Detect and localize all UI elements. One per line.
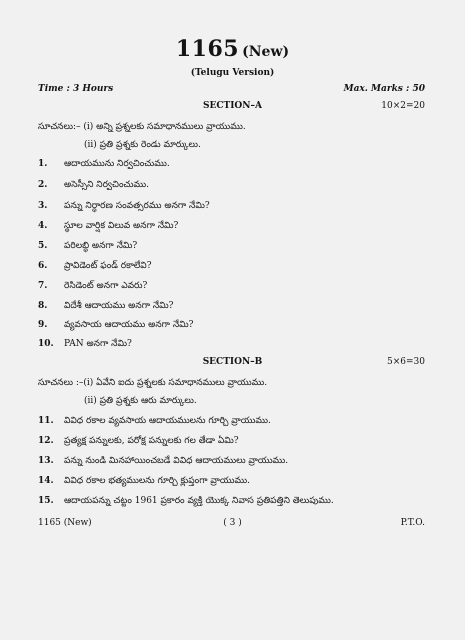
question-number: 11. (38, 416, 54, 426)
page-number: ( 3 ) (223, 518, 242, 528)
question-text: ఆదాయపన్ను చట్టం 1961 ప్రకారం వ్యక్తి యొక్క నివాస ప్రతిపత్తిని తెలుపుము. (64, 496, 334, 506)
question-number: 4. (38, 221, 48, 231)
section-a-marks: 10×2=20 (381, 101, 425, 111)
section-a-note-2: (ii) ప్రతి ప్రశ్నకు రెండు మార్కులు. (84, 140, 201, 150)
question-number: 1. (38, 159, 48, 169)
question-text: ఆదాయమును నిర్వచించుము. (64, 159, 170, 169)
question-text: ప్రావిడెంట్ ఫండ్ రకాలేవి? (64, 261, 152, 271)
question-number: 10. (38, 339, 54, 349)
question-text: వివిధ రకాల భత్యములను గూర్చి క్లుప్తంగా వ్రాయుము. (64, 476, 251, 486)
question-number: 12. (38, 436, 54, 446)
max-marks-label: Max. Marks : 50 (343, 84, 425, 94)
question-number: 13. (38, 456, 54, 466)
section-a-title: SECTION–A (203, 101, 262, 111)
question-number: 7. (38, 281, 48, 291)
section-b-note-1: సూచనలు :–(i) ఏవేని ఐదు ప్రశ్నలకు సమాధానములు వ్రాయుము. (38, 378, 268, 388)
question-text: రెసిడెంట్ అనగా ఎవరు? (64, 281, 148, 291)
question-text: ప్రత్యక్ష పన్నులకు, పరోక్ష పన్నులకు గల తేడా ఏమి? (64, 436, 239, 446)
question-number: 8. (38, 301, 48, 311)
time-label: Time : 3 Hours (38, 84, 114, 94)
paper-code-header (0, 36, 465, 62)
question-number: 9. (38, 320, 48, 330)
question-text: విదేశీ ఆదాయము అనగా నేమి? (64, 301, 174, 311)
question-text: అసెస్సీని నిర్వచించుము. (64, 180, 149, 190)
version-label: (Telugu Version) (190, 68, 275, 78)
question-text: వ్యవసాయ ఆదాయము అనగా నేమి? (64, 320, 194, 330)
question-text: పన్ను నిర్ధారణ సంవత్సరము అనగా నేమి? (64, 201, 210, 211)
question-number: 2. (38, 180, 48, 190)
question-number: 14. (38, 476, 54, 486)
question-text: పన్ను నుండి మినహాయించబడే వివిధ ఆదాయములు వ్రాయుము. (64, 456, 289, 466)
question-text: PAN అనగా నేమి? (64, 339, 132, 349)
footer-paper-code: 1165 (New) (38, 518, 92, 528)
question-number: 6. (38, 261, 48, 271)
section-b-marks: 5×6=30 (387, 357, 425, 367)
question-number: 3. (38, 201, 48, 211)
paper-code: 1165 (175, 36, 240, 62)
question-text: వివిధ రకాల వ్యవసాయ ఆదాయములను గూర్చి వ్రాయుము. (64, 416, 271, 426)
question-text: స్థూల వార్షిక విలువ అనగా నేమి? (64, 221, 179, 231)
question-number: 15. (38, 496, 54, 506)
question-text: పరిలబ్ధి అనగా నేమి? (64, 241, 138, 251)
section-b-title: SECTION–B (202, 357, 263, 367)
question-number: 5. (38, 241, 48, 251)
pto-label: P.T.O. (400, 518, 425, 528)
section-b-note-2: (ii) ప్రతి ప్రశ్నకు ఆరు మార్కులు. (84, 396, 197, 406)
section-a-note-1: సూచనలు:– (i) అన్ని ప్రశ్నలకు సమాధానములు వ్రాయుము. (38, 122, 246, 132)
paper-tag: (New) (242, 44, 290, 60)
